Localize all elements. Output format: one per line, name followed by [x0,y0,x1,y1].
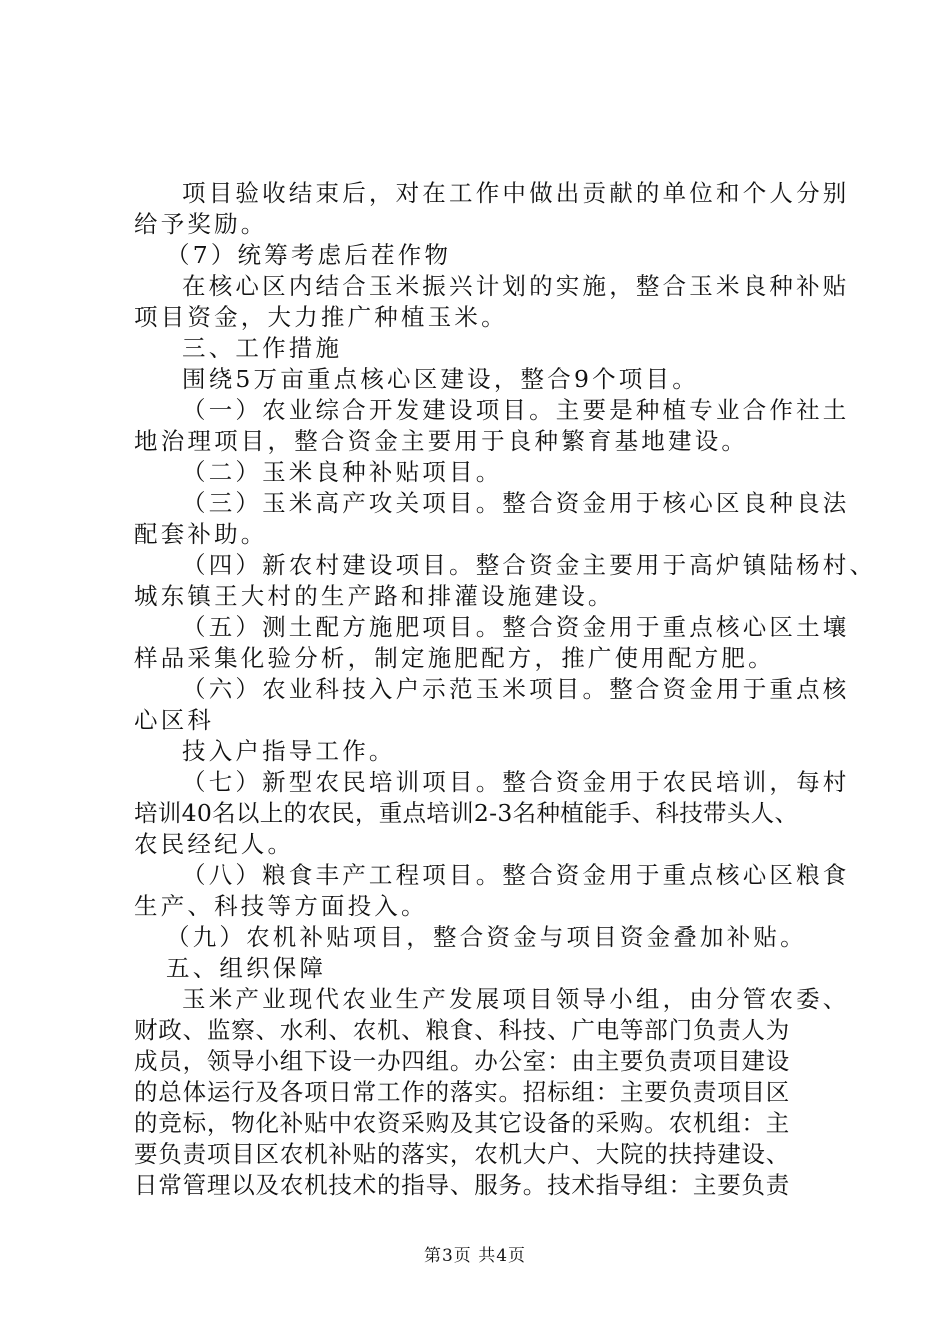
text-line: 样品采集化验分析，制定施肥配方，推广使用配方肥。 [134,644,775,672]
text-line: （一）农业综合开发建设项目。主要是种植专业合作社土 [182,396,850,424]
text-line: 围绕5万亩重点核心区建设，整合9个项目。 [182,365,699,393]
text-line: 财政、监察、水利、农机、粮食、科技、广电等部门负责人为 [134,1016,791,1044]
text-line: 给予奖励。 [134,210,268,238]
text-line: 要负责项目区农机补贴的落实，农机大户、大院的扶持建设、 [134,1140,791,1168]
text-line: 的总体运行及各项日常工作的落实。招标组：主要负责项目区 [134,1078,791,1106]
text-line: （五）测土配方施肥项目。整合资金用于重点核心区土壤 [182,613,850,641]
text-line: （二）玉米良种补贴项目。 [182,458,503,486]
text-line: 生产、科技等方面投入。 [134,892,428,920]
text-line: 项目资金，大力推广种植玉米。 [134,303,508,331]
text-line: （九）农机补贴项目，整合资金与项目资金叠加补贴。 [166,923,807,951]
text-line: 农民经纪人。 [134,830,295,858]
text-line: （六）农业科技入户示范玉米项目。整合资金用于重点核 [182,675,850,703]
section-heading: 三、工作措施 [182,334,343,362]
text-line: （八）粮食丰产工程项目。整合资金用于重点核心区粮食 [182,861,850,889]
text-line: （三）玉米高产攻关项目。整合资金用于核心区良种良法 [182,489,850,517]
text-line: （七）新型农民培训项目。整合资金用于农民培训，每村 [182,768,850,796]
text-line: 日常管理以及农机技术的指导、服务。技术指导组：主要负责 [134,1171,791,1199]
text-line: 的竞标，物化补贴中农资采购及其它设备的采购。农机组：主 [134,1109,791,1137]
text-line: 技入户指导工作。 [182,737,396,765]
text-line: 项目验收结束后，对在工作中做出贡献的单位和个人分别 [182,179,850,207]
page-number: 第3页 共4页 [423,1246,527,1266]
text-line: 城东镇王大村的生产路和排灌设施建设。 [134,582,615,610]
text-line: 在核心区内结合玉米振兴计划的实施，整合玉米良种补贴 [182,272,850,300]
text-line: 培训40名以上的农民，重点培训2-3名种植能手、科技带头人、 [134,799,799,827]
text-line: 地治理项目，整合资金主要用于良种繁育基地建设。 [134,427,749,455]
text-line: 心区科 [134,706,215,734]
text-line: 成员，领导小组下设一办四组。办公室：由主要负责项目建设 [134,1047,791,1075]
section-heading: 五、组织保障 [166,954,327,982]
text-line: （7）统筹考虑后茬作物 [166,241,452,269]
text-line: 配套补助。 [134,520,268,548]
text-line: （四）新农村建设项目。整合资金主要用于高炉镇陆杨村、 [182,551,877,579]
text-line: 玉米产业现代农业生产发展项目领导小组，由分管农委、 [182,985,850,1013]
